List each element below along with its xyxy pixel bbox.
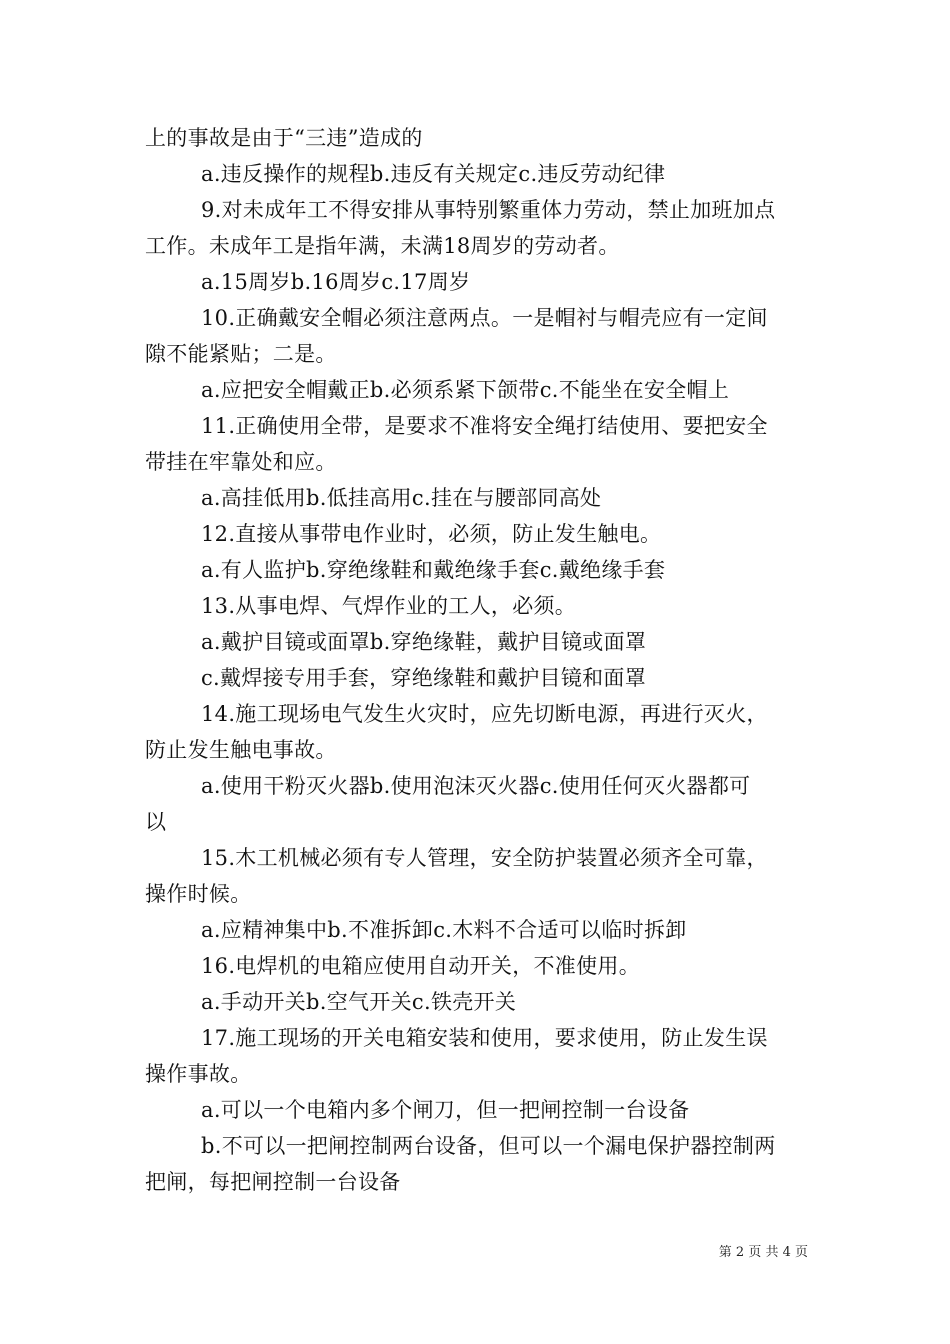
text-line: 以 [145,810,167,834]
text-line: 操作事故。 [145,1062,252,1086]
text-line: 上的事故是由于“三违”造成的 [145,126,423,150]
text-line: a.15周岁b.16周岁c.17周岁 [201,270,471,294]
text-line: a.违反操作的规程b.违反有关规定c.违反劳动纪律 [201,162,666,186]
text-line: 15.木工机械必须有专人管理，安全防护装置必须齐全可靠， [201,846,768,870]
document-body [145,120,810,1200]
text-line: 13.从事电焊、气焊作业的工人，必须。 [201,594,577,618]
text-line: 17.施工现场的开关电箱安装和使用，要求使用，防止发生误 [201,1026,768,1050]
text-line: a.应精神集中b.不准拆卸c.木料不合适可以临时拆卸 [201,918,687,942]
text-line: 操作时候。 [145,882,252,906]
text-line: a.高挂低用b.低挂高用c.挂在与腰部同高处 [201,486,602,510]
text-line: a.戴护目镜或面罩b.穿绝缘鞋，戴护目镜或面罩 [201,630,647,654]
text-line: a.可以一个电箱内多个闸刀，但一把闸控制一台设备 [201,1098,690,1122]
text-line: 14.施工现场电气发生火灾时，应先切断电源，再进行灭火， [201,702,768,726]
text-line: 12.直接从事带电作业时，必须，防止发生触电。 [201,522,662,546]
text-line: 带挂在牢靠处和应。 [145,450,337,474]
text-line: a.手动开关b.空气开关c.铁壳开关 [201,990,517,1014]
text-line: 9.对未成年工不得安排从事特别繁重体力劳动，禁止加班加点 [201,198,776,222]
text-line: a.使用干粉灭火器b.使用泡沫灭火器c.使用任何灭火器都可 [201,774,751,798]
page-footer: 第 2 页 共 4 页 [718,1245,808,1260]
text-line: 11.正确使用全带，是要求不准将安全绳打结使用、要把安全 [201,414,768,438]
text-line: 10.正确戴安全帽必须注意两点。一是帽衬与帽壳应有一定间 [201,306,768,330]
text-line: 防止发生触电事故。 [145,738,337,762]
text-line: 16.电焊机的电箱应使用自动开关，不准使用。 [201,954,640,978]
text-line: a.有人监护b.穿绝缘鞋和戴绝缘手套c.戴绝缘手套 [201,558,666,582]
text-line: 隙不能紧贴；二是。 [145,342,337,366]
text-line: a.应把安全帽戴正b.必须系紧下颌带c.不能坐在安全帽上 [201,378,730,402]
text-line: c.戴焊接专用手套，穿绝缘鞋和戴护目镜和面罩 [201,666,647,690]
text-line: 工作。未成年工是指年满，未满18周岁的劳动者。 [145,234,620,258]
text-line: 把闸，每把闸控制一台设备 [145,1170,401,1194]
text-line: b.不可以一把闸控制两台设备，但可以一个漏电保护器控制两 [201,1134,776,1158]
